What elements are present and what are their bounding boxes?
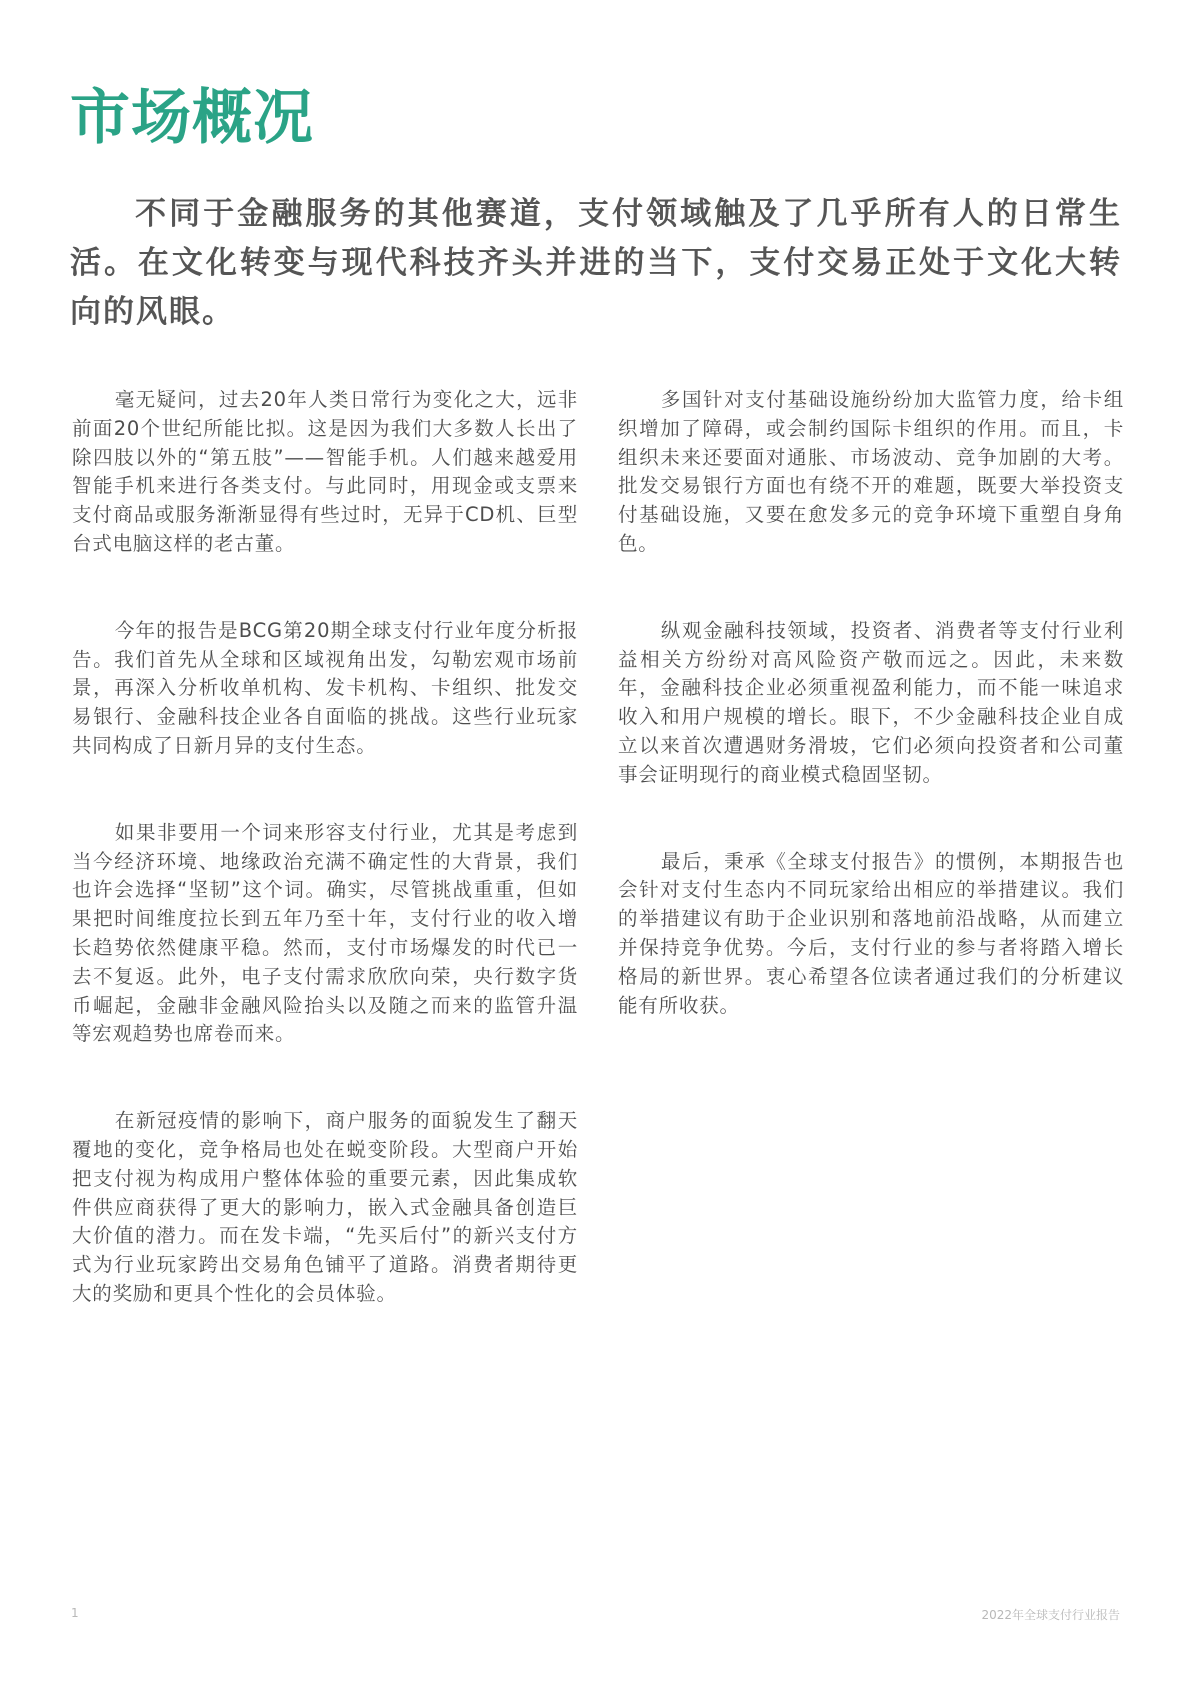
page-number: 1 [71,1606,79,1620]
left-column [72,386,578,1309]
right-column [618,386,1124,1020]
body-paragraph: 今年的报告是BCG第20期全球支付行业年度分析报告。我们首先从全球和区域视角出发，勾勒宏观市场前景，再深入分析收单机构、发卡机构、卡组织、批发交易银行、金融科技企业各自面临的挑战。这些行业玩家共同构成了日新月异的支付生态。 [72,618,578,757]
page-title: 市场概况 [70,83,314,153]
body-paragraph: 最后，秉承《全球支付报告》的惯例，本期报告也会针对支付生态内不同玩家给出相应的举措建议。我们的举措建议有助于企业识别和落地前沿战略，从而建立并保持竞争优势。今后，支付行业的参与者将踏入增长格局的新世界。衷心希望各位读者通过我们的分析建议能有所收获。 [618,849,1124,1017]
body-paragraph: 纵观金融科技领域，投资者、消费者等支付行业利益相关方纷纷对高风险资产敬而远之。因此，未来数年，金融科技企业必须重视盈利能力，而不能一味追求收入和用户规模的增长。眼下，不少金融科技企业自成立以来首次遭遇财务滑坡，它们必须向投资者和公司董事会证明现行的商业模式稳固坚韧。 [618,618,1124,786]
lead-paragraph: 不同于金融服务的其他赛道，支付领域触及了几乎所有人的日常生活。在文化转变与现代科技齐头并进的当下，支付交易正处于文化大转向的风眼。 [70,196,1122,330]
body-paragraph: 毫无疑问，过去20年人类日常行为变化之大，远非前面20个世纪所能比拟。这是因为我们大多数人长出了除四肢以外的“第五肢”——智能手机。人们越来越爱用智能手机来进行各类支付。与此同时，用现金或支票来支付商品或服务渐渐显得有些过时，无异于CD机、巨型台式电脑这样的老古董。 [72,388,578,555]
body-paragraph: 在新冠疫情的影响下，商户服务的面貌发生了翻天覆地的变化，竞争格局也处在蜕变阶段。大型商户开始把支付视为构成用户整体体验的重要元素，因此集成软件供应商获得了更大的影响力，嵌入式金融具备创造巨大价值的潜力。而在发卡端，“先买后付”的新兴支付方式为行业玩家跨出交易角色铺平了道路。消费者期待更大的奖励和更具个性化的会员体验。 [72,1109,578,1305]
body-paragraph: 多国针对支付基础设施纷纷加大监管力度，给卡组织增加了障碍，或会制约国际卡组织的作用。而且，卡组织未来还要面对通胀、市场波动、竞争加剧的大考。批发交易银行方面也有绕不开的难题，既要大举投资支付基础设施，又要在愈发多元的竞争环境下重塑自身角色。 [618,388,1124,555]
body-paragraph: 如果非要用一个词来形容支付行业，尤其是考虑到当今经济环境、地缘政治充满不确定性的大背景，我们也许会选择“坚韧”这个词。确实，尽管挑战重重，但如果把时间维度拉长到五年乃至十年，支付行业的收入增长趋势依然健康平稳。然而，支付市场爆发的时代已一去不复返。此外，电子支付需求欣欣向荣，央行数字货币崛起，金融非金融风险抬头以及随之而来的监管升温等宏观趋势也席卷而来。 [72,820,578,1046]
report-name: 2022年全球支付行业报告 [981,1608,1120,1622]
